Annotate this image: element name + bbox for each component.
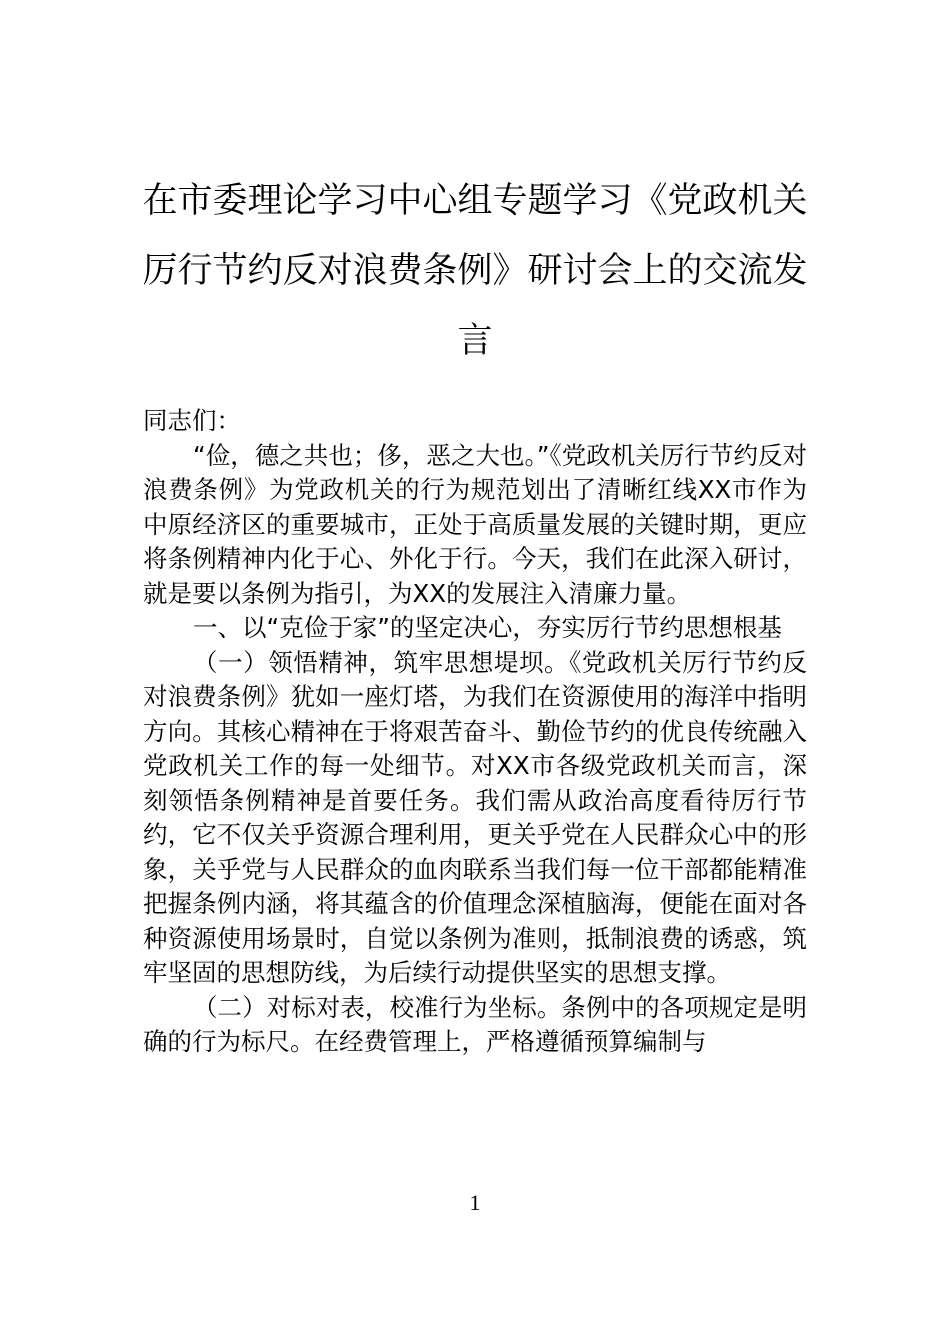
salutation: 同志们： [143,406,241,435]
document-title: 在市委理论学习中心组专题学习《党政机关厉行节约反对浪费条例》研讨会上的交流发言 [142,181,808,361]
section-heading-1: 一、以“克俭于家”的坚定决心，夯实厉行节约思想根基 [193,613,782,642]
paragraph-intro: “俭，德之共也；侈，恶之大也。”《党政机关厉行节约反对浪费条例》为党政机关的行为规范划出了清晰红线XX市作为中原经济区的重要城市，正处于高质量发展的关键时期，更应将条例精神内化于心、外化于行。今天，我们在此深入研讨，就是要以条例为指引，为XX的发展注入清廉力量。 [143,440,807,608]
paragraph-subsection-1: （一）领悟精神，筑牢思想堤坝。《党政机关厉行节约反对浪费条例》犹如一座灯塔，为我们在资源使用的海洋中指明方向。其核心精神在于将艰苦奋斗、勤俭节约的优良传统融入党政机关工作的每一处细节。对XX市各级党政机关而言，深刻领悟条例精神是首要任务。我们需从政治高度看待厉行节约，它不仅关乎资源合理利用，更关乎党在人民群众心中的形象，关乎党与人民群众的血肉联系当我们每一位干部都能精准把握条例内涵，将其蕴含的价值理念深植脑海，便能在面对各种资源使用场景时，自觉以条例为准则，抵制浪费的诱惑，筑牢坚固的思想防线，为后续行动提供坚实的思想支撑。 [143,647,807,987]
page-number: 1 [469,1190,481,1215]
document-body [143,404,807,1060]
paragraph-subsection-2: （二）对标对表，校准行为坐标。条例中的各项规定是明确的行为标尺。在经费管理上，严格遵循预算编制与 [143,992,807,1056]
